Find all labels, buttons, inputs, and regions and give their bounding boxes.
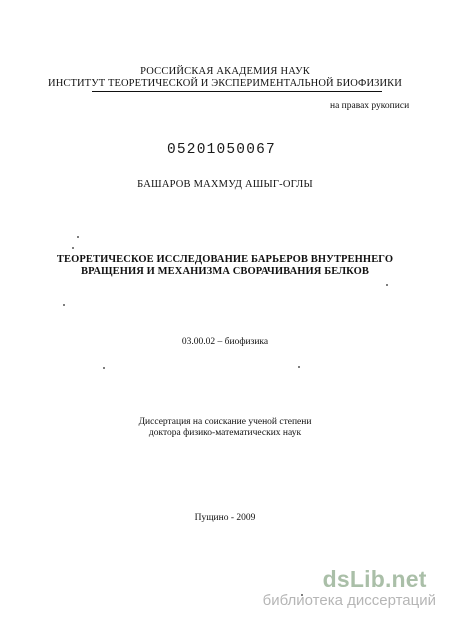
specialty: 03.00.02 – биофизика [181, 337, 269, 347]
watermark-subtitle: библиотека диссертаций [262, 592, 436, 609]
scan-speck [63, 304, 65, 306]
organization-institute: ИНСТИТУТ ТЕОРЕТИЧЕСКОЙ И ЭКСПЕРИМЕНТАЛЬНОЙ БИОФИЗИКИ [48, 78, 402, 89]
manuscript-rights-note: на правах рукописи [330, 101, 410, 111]
watermark-logo: dsLib.net [322, 566, 427, 592]
document-code: 05201050067 [167, 142, 276, 158]
dissertation-degree-line-2: доктора физико-математических наук [148, 428, 302, 438]
author-name: БАШАРОВ МАХМУД АШЫГ-ОГЛЫ [137, 179, 313, 190]
scan-speck [298, 366, 300, 368]
dissertation-degree-line-1: Диссертация на соискание ученой степени [138, 417, 312, 427]
scan-speck [77, 236, 79, 238]
scan-speck [103, 367, 105, 369]
organization-academy: РОССИЙСКАЯ АКАДЕМИЯ НАУК [140, 66, 310, 77]
title-line-1: ТЕОРЕТИЧЕСКОЕ ИССЛЕДОВАНИЕ БАРЬЕРОВ ВНУТРЕННЕГО [56, 254, 394, 265]
header-underline [92, 91, 382, 92]
scan-speck [386, 284, 388, 286]
scan-speck [72, 247, 74, 249]
dslib-watermark [263, 567, 436, 609]
title-line-2: ВРАЩЕНИЯ И МЕХАНИЗМА СВОРАЧИВАНИЯ БЕЛКОВ [81, 266, 369, 277]
place-and-year: Пущино - 2009 [194, 513, 256, 523]
